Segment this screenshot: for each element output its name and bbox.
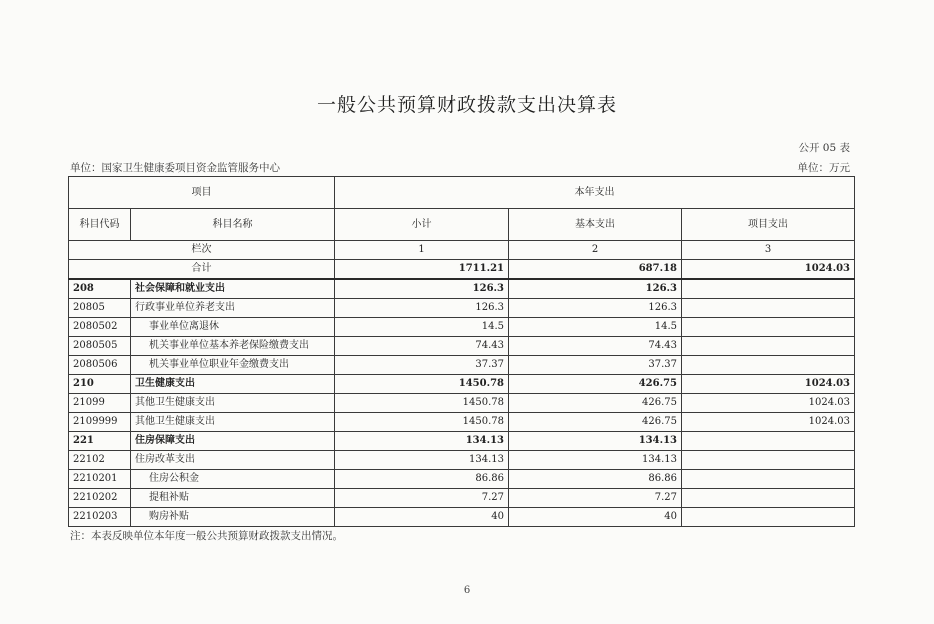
header-subtotal: 小计 [335,209,509,241]
row-subtotal: 134.13 [335,432,509,451]
header-project: 项目支出 [682,209,855,241]
row-subtotal: 86.86 [335,470,509,489]
row-subtotal: 126.3 [335,279,509,299]
row-code: 2109999 [69,413,131,432]
row-basic: 134.13 [509,451,682,470]
header-current-year: 本年支出 [335,177,855,209]
row-basic: 14.5 [509,318,682,337]
row-name: 其他卫生健康支出 [131,413,335,432]
table-row [69,413,855,432]
row-project: 1024.03 [682,413,855,432]
table-row [69,489,855,508]
table-row [69,356,855,375]
row-subtotal: 7.27 [335,489,509,508]
row-code: 221 [69,432,131,451]
row-basic: 426.75 [509,413,682,432]
row-name: 住房公积金 [131,470,335,489]
row-code: 2210202 [69,489,131,508]
column-index-1: 1 [335,241,509,260]
row-project [682,489,855,508]
row-basic: 126.3 [509,279,682,299]
row-code: 21099 [69,394,131,413]
row-project: 1024.03 [682,394,855,413]
row-basic: 86.86 [509,470,682,489]
page-number: 6 [463,585,471,596]
row-name: 机关事业单位基本养老保险缴费支出 [131,337,335,356]
table-row [69,299,855,318]
row-project [682,279,855,299]
column-index-3: 3 [682,241,855,260]
header-name: 科目名称 [131,209,335,241]
header-row-1 [69,177,855,209]
currency-unit: 单位：万元 [797,162,850,174]
row-basic: 126.3 [509,299,682,318]
header-item: 项目 [69,177,335,209]
row-subtotal: 126.3 [335,299,509,318]
row-name: 行政事业单位养老支出 [131,299,335,318]
header-code: 科目代码 [69,209,131,241]
row-name: 卫生健康支出 [131,375,335,394]
row-subtotal: 37.37 [335,356,509,375]
row-basic: 40 [509,508,682,527]
row-project [682,508,855,527]
table-row [69,394,855,413]
table-row [69,318,855,337]
row-project [682,470,855,489]
row-basic: 134.13 [509,432,682,451]
column-index-row [69,241,855,260]
row-code: 2210203 [69,508,131,527]
table-row [69,432,855,451]
row-code: 2080506 [69,356,131,375]
row-code: 2080502 [69,318,131,337]
table-footnote: 注：本表反映单位本年度一般公共预算财政拨款支出情况。 [70,530,343,542]
row-name: 社会保障和就业支出 [131,279,335,299]
row-basic: 74.43 [509,337,682,356]
table-row [69,337,855,356]
row-code: 22102 [69,451,131,470]
total-row [69,260,855,280]
row-subtotal: 74.43 [335,337,509,356]
table-row [69,451,855,470]
row-name: 其他卫生健康支出 [131,394,335,413]
row-name: 提租补贴 [131,489,335,508]
document-title: 一般公共预算财政拨款支出决算表 [316,94,617,116]
row-name: 住房改革支出 [131,451,335,470]
row-basic: 37.37 [509,356,682,375]
row-subtotal: 14.5 [335,318,509,337]
row-subtotal: 1450.78 [335,394,509,413]
row-code: 208 [69,279,131,299]
row-project [682,356,855,375]
row-project [682,432,855,451]
total-subtotal: 1711.21 [335,260,509,280]
column-index-2: 2 [509,241,682,260]
table-row [69,375,855,394]
row-name: 机关事业单位职业年金缴费支出 [131,356,335,375]
row-basic: 426.75 [509,394,682,413]
table-row [69,470,855,489]
table-row [69,508,855,527]
total-basic: 687.18 [509,260,682,280]
row-project [682,299,855,318]
row-project [682,337,855,356]
row-subtotal: 1450.78 [335,375,509,394]
form-number: 公开 05 表 [798,142,850,154]
table-row [69,279,855,299]
row-code: 210 [69,375,131,394]
row-code: 2210201 [69,470,131,489]
row-basic: 426.75 [509,375,682,394]
row-name: 住房保障支出 [131,432,335,451]
row-subtotal: 40 [335,508,509,527]
total-label: 合计 [69,260,335,280]
row-code: 20805 [69,299,131,318]
header-row-2 [69,209,855,241]
reporting-unit: 单位：国家卫生健康委项目资金监管服务中心 [70,162,280,174]
row-project: 1024.03 [682,375,855,394]
row-basic: 7.27 [509,489,682,508]
row-project [682,451,855,470]
row-name: 购房补贴 [131,508,335,527]
total-project: 1024.03 [682,260,855,280]
header-basic: 基本支出 [509,209,682,241]
row-subtotal: 1450.78 [335,413,509,432]
row-code: 2080505 [69,337,131,356]
column-index-label: 栏次 [69,241,335,260]
row-project [682,318,855,337]
row-name: 事业单位离退休 [131,318,335,337]
row-subtotal: 134.13 [335,451,509,470]
expenditure-table [68,176,855,527]
